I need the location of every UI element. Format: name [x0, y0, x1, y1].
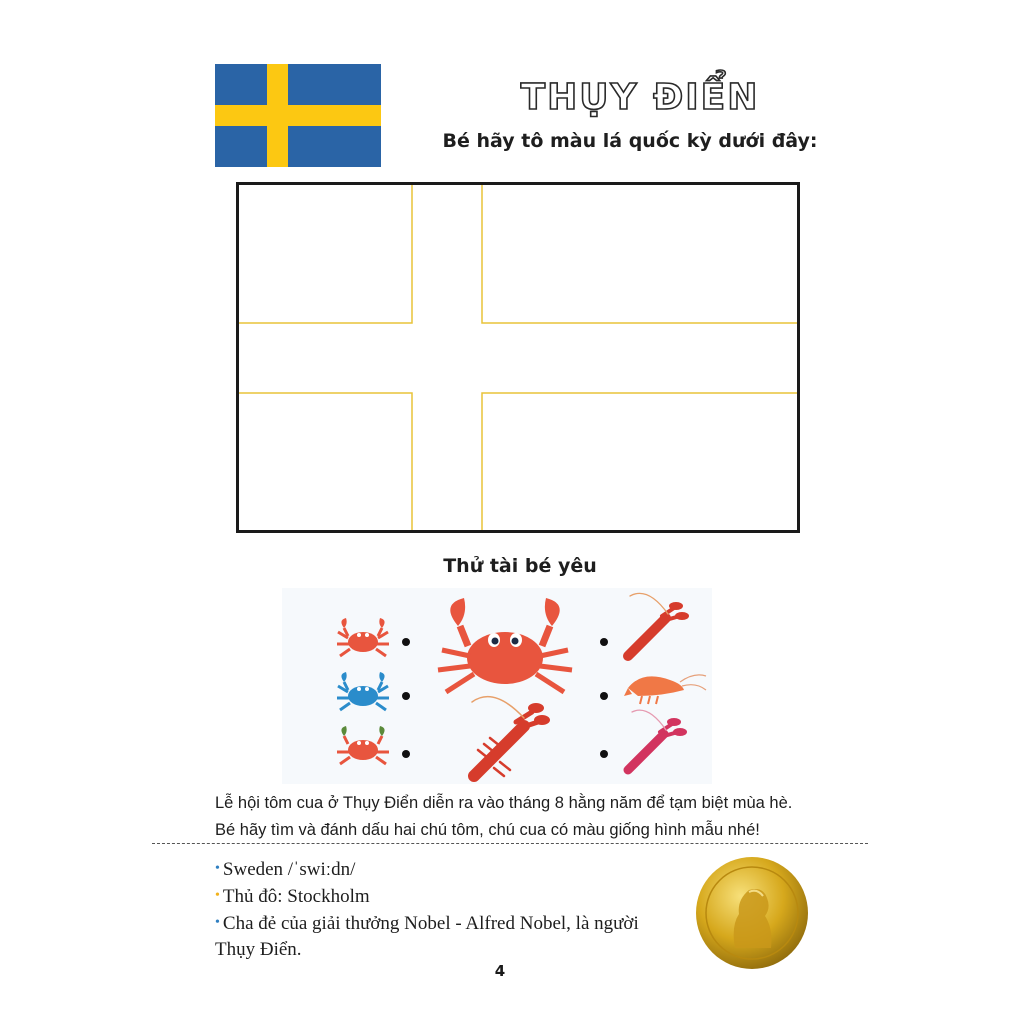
fact-text: Sweden /ˈswiːdn/	[222, 859, 356, 880]
page-title: THỤY ĐIỂN	[520, 77, 760, 118]
match-dot[interactable]	[600, 638, 608, 646]
fact-item	[215, 883, 655, 910]
shrimp-orange-icon[interactable]	[622, 666, 708, 710]
description-line: Bé hãy tìm và đánh dấu hai chú tôm, chú cua có màu giống hình mẫu nhé!	[215, 821, 760, 839]
page-number: 4	[494, 962, 506, 980]
coloring-flag-outline[interactable]	[236, 182, 800, 533]
fact-item	[215, 856, 655, 883]
facts-list	[215, 856, 655, 963]
quiz-title: Thử tài bé yêu	[443, 555, 597, 577]
bullet: •	[215, 861, 220, 876]
crab-green-claw-icon[interactable]	[334, 726, 392, 770]
match-dot[interactable]	[402, 638, 410, 646]
match-dot[interactable]	[600, 692, 608, 700]
fact-text: Thủ đô: Stockholm	[222, 886, 370, 907]
bullet: •	[215, 915, 220, 930]
fact-text: Cha đẻ của giải thưởng Nobel - Alfred Nobel, là người Thụy Điển.	[215, 913, 639, 960]
lobster-icon	[464, 692, 550, 782]
crab-icon	[432, 596, 578, 706]
nobel-medal-icon	[695, 856, 809, 970]
lobster-pink-icon[interactable]	[620, 706, 692, 776]
match-dot[interactable]	[402, 692, 410, 700]
match-dot[interactable]	[600, 750, 608, 758]
dashed-divider	[152, 843, 868, 844]
lobster-red-icon[interactable]	[620, 590, 692, 662]
sweden-flag-reference	[215, 64, 381, 167]
quiz-description	[215, 790, 855, 844]
crab-blue-icon[interactable]	[334, 672, 392, 716]
description-line: Lễ hội tôm cua ở Thụy Điển diễn ra vào tháng 8 hằng năm để tạm biệt mùa hè.	[215, 794, 793, 812]
bullet: •	[215, 888, 220, 903]
match-dot[interactable]	[402, 750, 410, 758]
fact-item	[215, 910, 655, 963]
crab-red-icon[interactable]	[334, 618, 392, 662]
quiz-panel	[282, 588, 712, 784]
coloring-instruction: Bé hãy tô màu lá quốc kỳ dưới đây:	[442, 130, 818, 152]
